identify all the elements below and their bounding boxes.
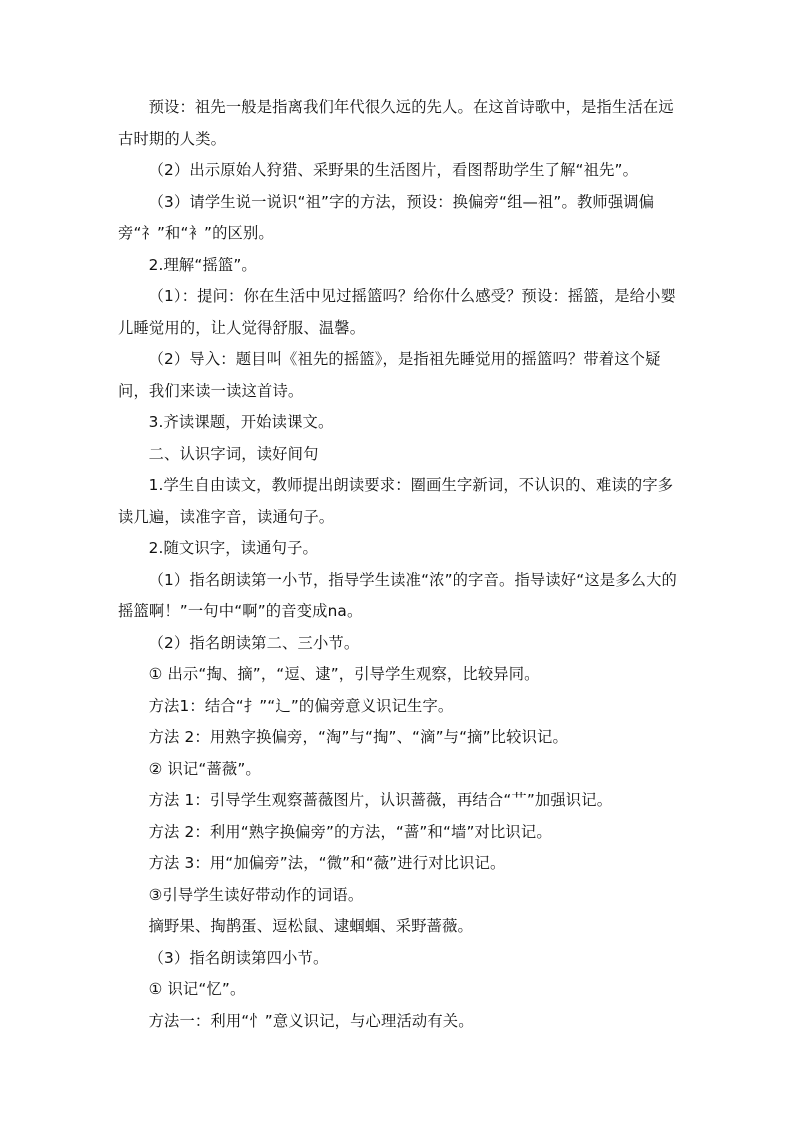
section-heading-words: 二、认识字词，读好间句 — [148, 444, 319, 463]
paragraph-context-literacy: 2.随文识字，读通句子。 — [148, 539, 318, 557]
paragraph-rose-method-two: 方法 2：利用“熟字换偏旁”的方法，“蔷”和“墙”对比识记。 — [148, 822, 552, 841]
paragraph-show-pictures: （2）出示原始人狩猎、采野果的生活图片，看图帮助学生了解“祖先”。 — [148, 161, 639, 179]
paragraph-memory-character: ① 识记“忆”。 — [148, 980, 246, 998]
paragraph-read-title: 3.齐读课题，开始读课文。 — [148, 413, 334, 431]
paragraph-question-cradle: （1）：提问：你在生活中见过摇篮吗？给你什么感受？预设：摇篮，是给小婴儿睡觉用的，让人觉得舒服、温馨。 — [118, 287, 677, 337]
paragraph-introduce-title: （2）导入：题目叫《祖先的摇篮》，是指祖先睡觉用的摇篮吗？带着这个疑问，我们来读一读这首诗。 — [118, 350, 661, 400]
paragraph-show-characters: ① 出示“掏、摘”，“逗、逮”，引导学生观察，比较异同。 — [148, 665, 540, 683]
document-body — [118, 92, 678, 1037]
paragraph-method-two: 方法 2：用熟字换偏旁，“淘”与“掏”、“滴”与“摘”比较识记。 — [148, 728, 568, 746]
section-heading-cradle: 2.理解“摇篮”。 — [148, 255, 257, 274]
paragraph-rose-method-three: 方法 3：用“加偏旁”法，“微”和“薇”进行对比识记。 — [148, 854, 506, 872]
paragraph-first-section: （1）指名朗读第一小节，指导学生读准“浓”的字音。指导读好“这是多么大的摇篮啊！”一句中“啊”的音变成na。 — [118, 570, 678, 620]
paragraph-method-one: 方法1：结合“扌”“辶”的偏旁意义识记生字。 — [148, 696, 454, 715]
paragraph-fourth-section: （3）指名朗读第四小节。 — [148, 948, 329, 967]
paragraph-memory-method: 方法一：利用“忄”意义识记，与心理活动有关。 — [148, 1011, 474, 1030]
paragraph-second-third-section: （2）指名朗读第二、三小节。 — [148, 633, 360, 652]
paragraph-preset-ancestor: 预设：祖先一般是指离我们年代很久远的先人。在这首诗歌中，是指生活在远古时期的人类。 — [118, 98, 674, 148]
paragraph-rose-heading: ② 识记“蔷薇”。 — [148, 759, 261, 778]
paragraph-word-list: 摘野果、掏鹊蛋、逗松鼠、逮蝈蝈、采野蔷薇。 — [148, 917, 473, 935]
paragraph-rose-method-one: 方法 1：引导学生观察蔷薇图片，认识蔷薇，再结合“艹”加强识记。 — [148, 791, 613, 809]
paragraph-free-reading: 1.学生自由读文，教师提出朗读要求：圈画生字新词，不认识的、难读的字多读几遍，读准字音，读通句子。 — [118, 476, 674, 526]
paragraph-action-words: ③引导学生读好带动作的词语。 — [148, 885, 364, 904]
paragraph-recognize-zu: （3）请学生说一说识“祖”字的方法，预设：换偏旁“组—祖”。教师强调偏旁“礻”和“衤”的区别。 — [118, 192, 655, 242]
